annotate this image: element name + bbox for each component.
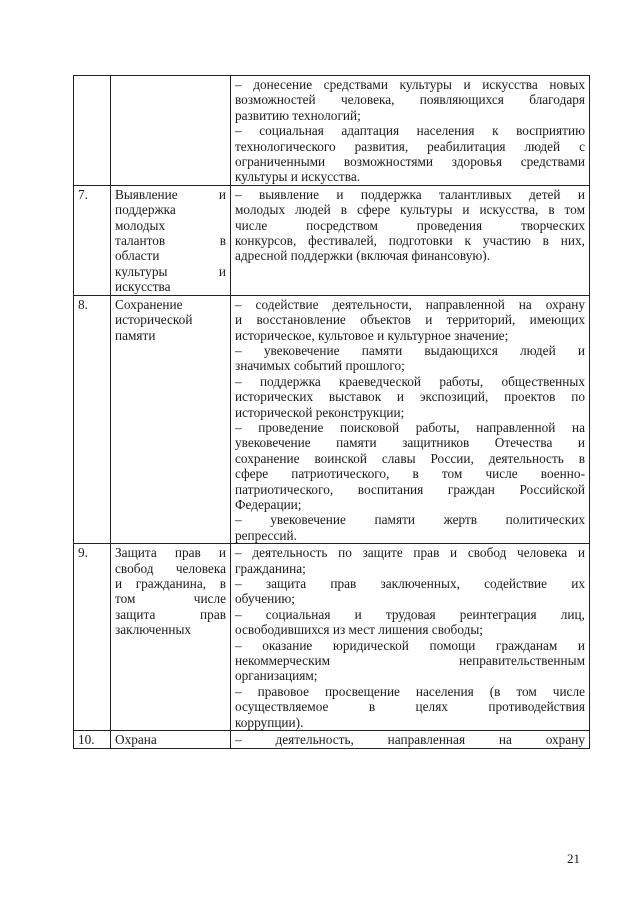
- description-line: патриотического, воспитания граждан Российской: [235, 481, 585, 497]
- activity-description: [231, 731, 590, 749]
- row-number: 8.: [74, 295, 111, 544]
- activity-area-line: поддержка: [115, 202, 176, 218]
- activity-area-line: Выявление и: [115, 186, 226, 202]
- activity-area-line: искусства: [115, 279, 171, 295]
- activity-area: [111, 731, 231, 749]
- table-row: [74, 544, 590, 731]
- description-line: исторической реконструкции;: [235, 404, 405, 420]
- table-row: [74, 185, 590, 295]
- activity-area-line: заключенных: [115, 622, 192, 638]
- description-line: – правовое просвещение населения (в том числе: [235, 683, 585, 699]
- row-number: 9.: [74, 544, 111, 731]
- description-line: организациям;: [235, 668, 318, 684]
- description-line: осуществляемое в целях противодействия: [235, 699, 585, 715]
- activity-area: [111, 76, 231, 186]
- description-line: сфере патриотического, в том числе военно-: [235, 466, 585, 482]
- activity-area-line: защита прав: [115, 606, 226, 622]
- activity-area-line: Сохранение: [115, 296, 183, 312]
- activities-table: [73, 75, 590, 749]
- activity-area: [111, 185, 231, 295]
- description-line: – проведение поисковой работы, направленной на: [235, 419, 585, 435]
- activity-area-line: свобод человека: [115, 560, 226, 576]
- activity-area: [111, 295, 231, 544]
- description-line: – защита прав заключенных, содействие их: [235, 576, 585, 591]
- activity-description: [231, 544, 590, 731]
- description-line: – социальная адаптация населения к восприятию: [235, 123, 585, 139]
- activity-area-line: талантов в: [115, 233, 226, 249]
- activity-area-line: культуры и: [115, 263, 226, 279]
- activity-description: [231, 185, 590, 295]
- description-line: коррупции).: [235, 714, 304, 730]
- activity-area-line: Защита прав и: [115, 545, 226, 561]
- description-line: молодых людей в сфере культуры и искусства, в том: [235, 202, 585, 218]
- description-line: – деятельность по защите прав и свобод человека и: [235, 545, 585, 561]
- description-line: числе посредством проведения творческих: [235, 217, 585, 233]
- activity-area-line: том числе: [115, 591, 226, 607]
- description-line: обучению;: [235, 591, 296, 607]
- description-line: – социальная и трудовая реинтеграция лиц,: [235, 606, 585, 622]
- description-line: – деятельность, направленная на охрану: [235, 732, 585, 748]
- description-line: – оказание юридической помощи гражданам и: [235, 637, 585, 653]
- description-line: некоммерческим неправительственным: [235, 653, 585, 669]
- page-number: 21: [567, 851, 580, 866]
- table-row: [74, 295, 590, 544]
- description-line: Федерации;: [235, 496, 302, 512]
- row-number: 7.: [74, 185, 111, 295]
- description-line: конкурсов, фестивалей, подготовки к участию в них,: [235, 233, 585, 249]
- table-row: [74, 76, 590, 186]
- description-line: увековечение памяти защитников Отечества и: [235, 435, 585, 451]
- description-line: – увековечение памяти выдающихся людей и: [235, 342, 585, 358]
- activity-area-line: молодых: [115, 217, 166, 233]
- description-line: освободившихся из мест лишения свободы;: [235, 622, 483, 638]
- activity-area-line: Охрана: [115, 732, 157, 748]
- activity-description: [231, 295, 590, 544]
- activity-area-line: области: [115, 248, 160, 264]
- activity-description: [231, 76, 590, 186]
- description-line: адресной поддержки (включая финансовую).: [235, 248, 491, 264]
- description-line: гражданина;: [235, 560, 306, 576]
- description-line: – содействие деятельности, направленной на охрану: [235, 296, 585, 312]
- description-line: – выявление и поддержка талантливых детей и: [235, 186, 585, 202]
- description-line: сохранение воинской славы России, деятельность в: [235, 450, 585, 466]
- description-line: возможностей человека, появляющихся благодаря: [235, 92, 585, 108]
- description-line: историческое, культовое и культурное значение;: [235, 327, 509, 343]
- row-number: 10.: [74, 731, 111, 749]
- description-line: развитию технологий;: [235, 107, 361, 123]
- table-row: [74, 731, 590, 749]
- description-line: и восстановление объектов и территорий, имеющих: [235, 312, 585, 328]
- activity-area: [111, 544, 231, 731]
- description-line: – поддержка краеведческой работы, общественных: [235, 373, 585, 389]
- description-line: ограниченными возможностями здоровья средствами: [235, 154, 585, 170]
- table-body: [74, 76, 590, 749]
- description-line: – увековечение памяти жертв политических: [235, 512, 585, 528]
- description-line: – донесение средствами культуры и искусства новых: [235, 77, 585, 92]
- activity-area-line: и гражданина, в: [115, 576, 226, 591]
- description-line: репрессий.: [235, 527, 297, 543]
- description-line: исторических выставок и экспозиций, проектов по: [235, 389, 585, 405]
- description-line: культуры и искусства.: [235, 169, 361, 185]
- row-number: [74, 76, 111, 186]
- description-line: технологического развития, реабилитация людей с: [235, 138, 585, 154]
- activity-area-line: исторической: [115, 312, 193, 328]
- description-line: значимых событий прошлого;: [235, 358, 405, 374]
- activity-area-line: памяти: [115, 327, 156, 343]
